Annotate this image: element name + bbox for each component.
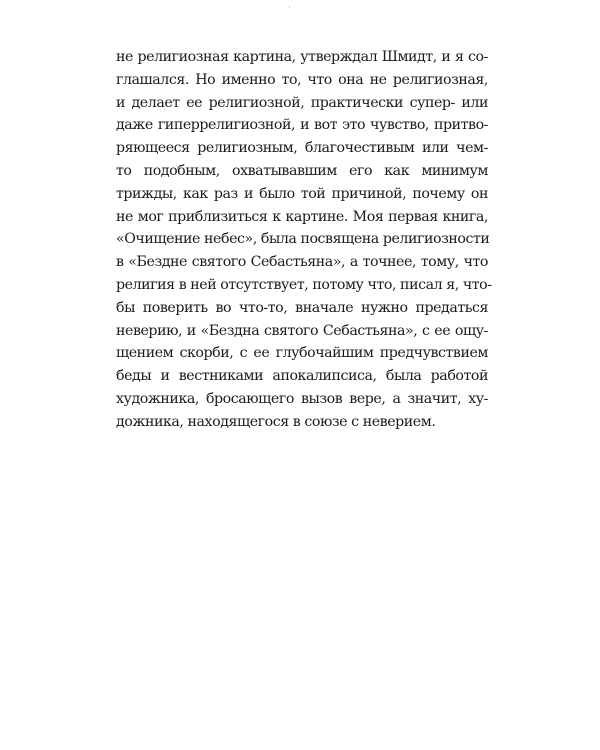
text-line: дожника, находящегося в союзе с неверием.: [116, 413, 436, 430]
text-line: щением скорби, с ее глубочайшим предчувствием: [116, 345, 488, 362]
text-line: неверию, и «Бездна святого Себастьяна», с ее ощу-: [116, 322, 488, 339]
text-line: глашался. Но именно то, что она не религиозная,: [116, 71, 488, 88]
text-line: не религиозная картина, утверждал Шмидт, и я со-: [116, 49, 488, 65]
text-line: в «Бездне святого Себастьяна», а точнее, тому, что: [116, 254, 488, 271]
body-paragraph: [116, 46, 492, 434]
text-line: не мог приблизиться к картине. Моя первая книга,: [116, 208, 488, 225]
text-line: «Очищение небес», была посвящена религиозности: [116, 231, 490, 248]
text-line: религия в ней отсутствует, потому что, писал я, что-: [116, 276, 492, 293]
text-line: трижды, как раз и было той причиной, почему он: [116, 185, 488, 202]
text-line: ряющееся религиозным, благочестивым или чем-: [116, 140, 488, 157]
text-line: бы поверить во что-то, вначале нужно предаться: [116, 299, 488, 316]
text-line: даже гиперрелигиозной, и вот это чувство, притво-: [116, 117, 488, 134]
text-line: и делает ее религиозной, практически супер- или: [116, 94, 488, 111]
text-line: художника, бросающего вызов вере, а значит, ху-: [116, 390, 488, 407]
page-speck: [289, 6, 290, 8]
text-line: беды и вестниками апокалипсиса, была работой: [116, 368, 488, 385]
text-line: то подобным, охватывавшим его как минимум: [116, 162, 488, 179]
